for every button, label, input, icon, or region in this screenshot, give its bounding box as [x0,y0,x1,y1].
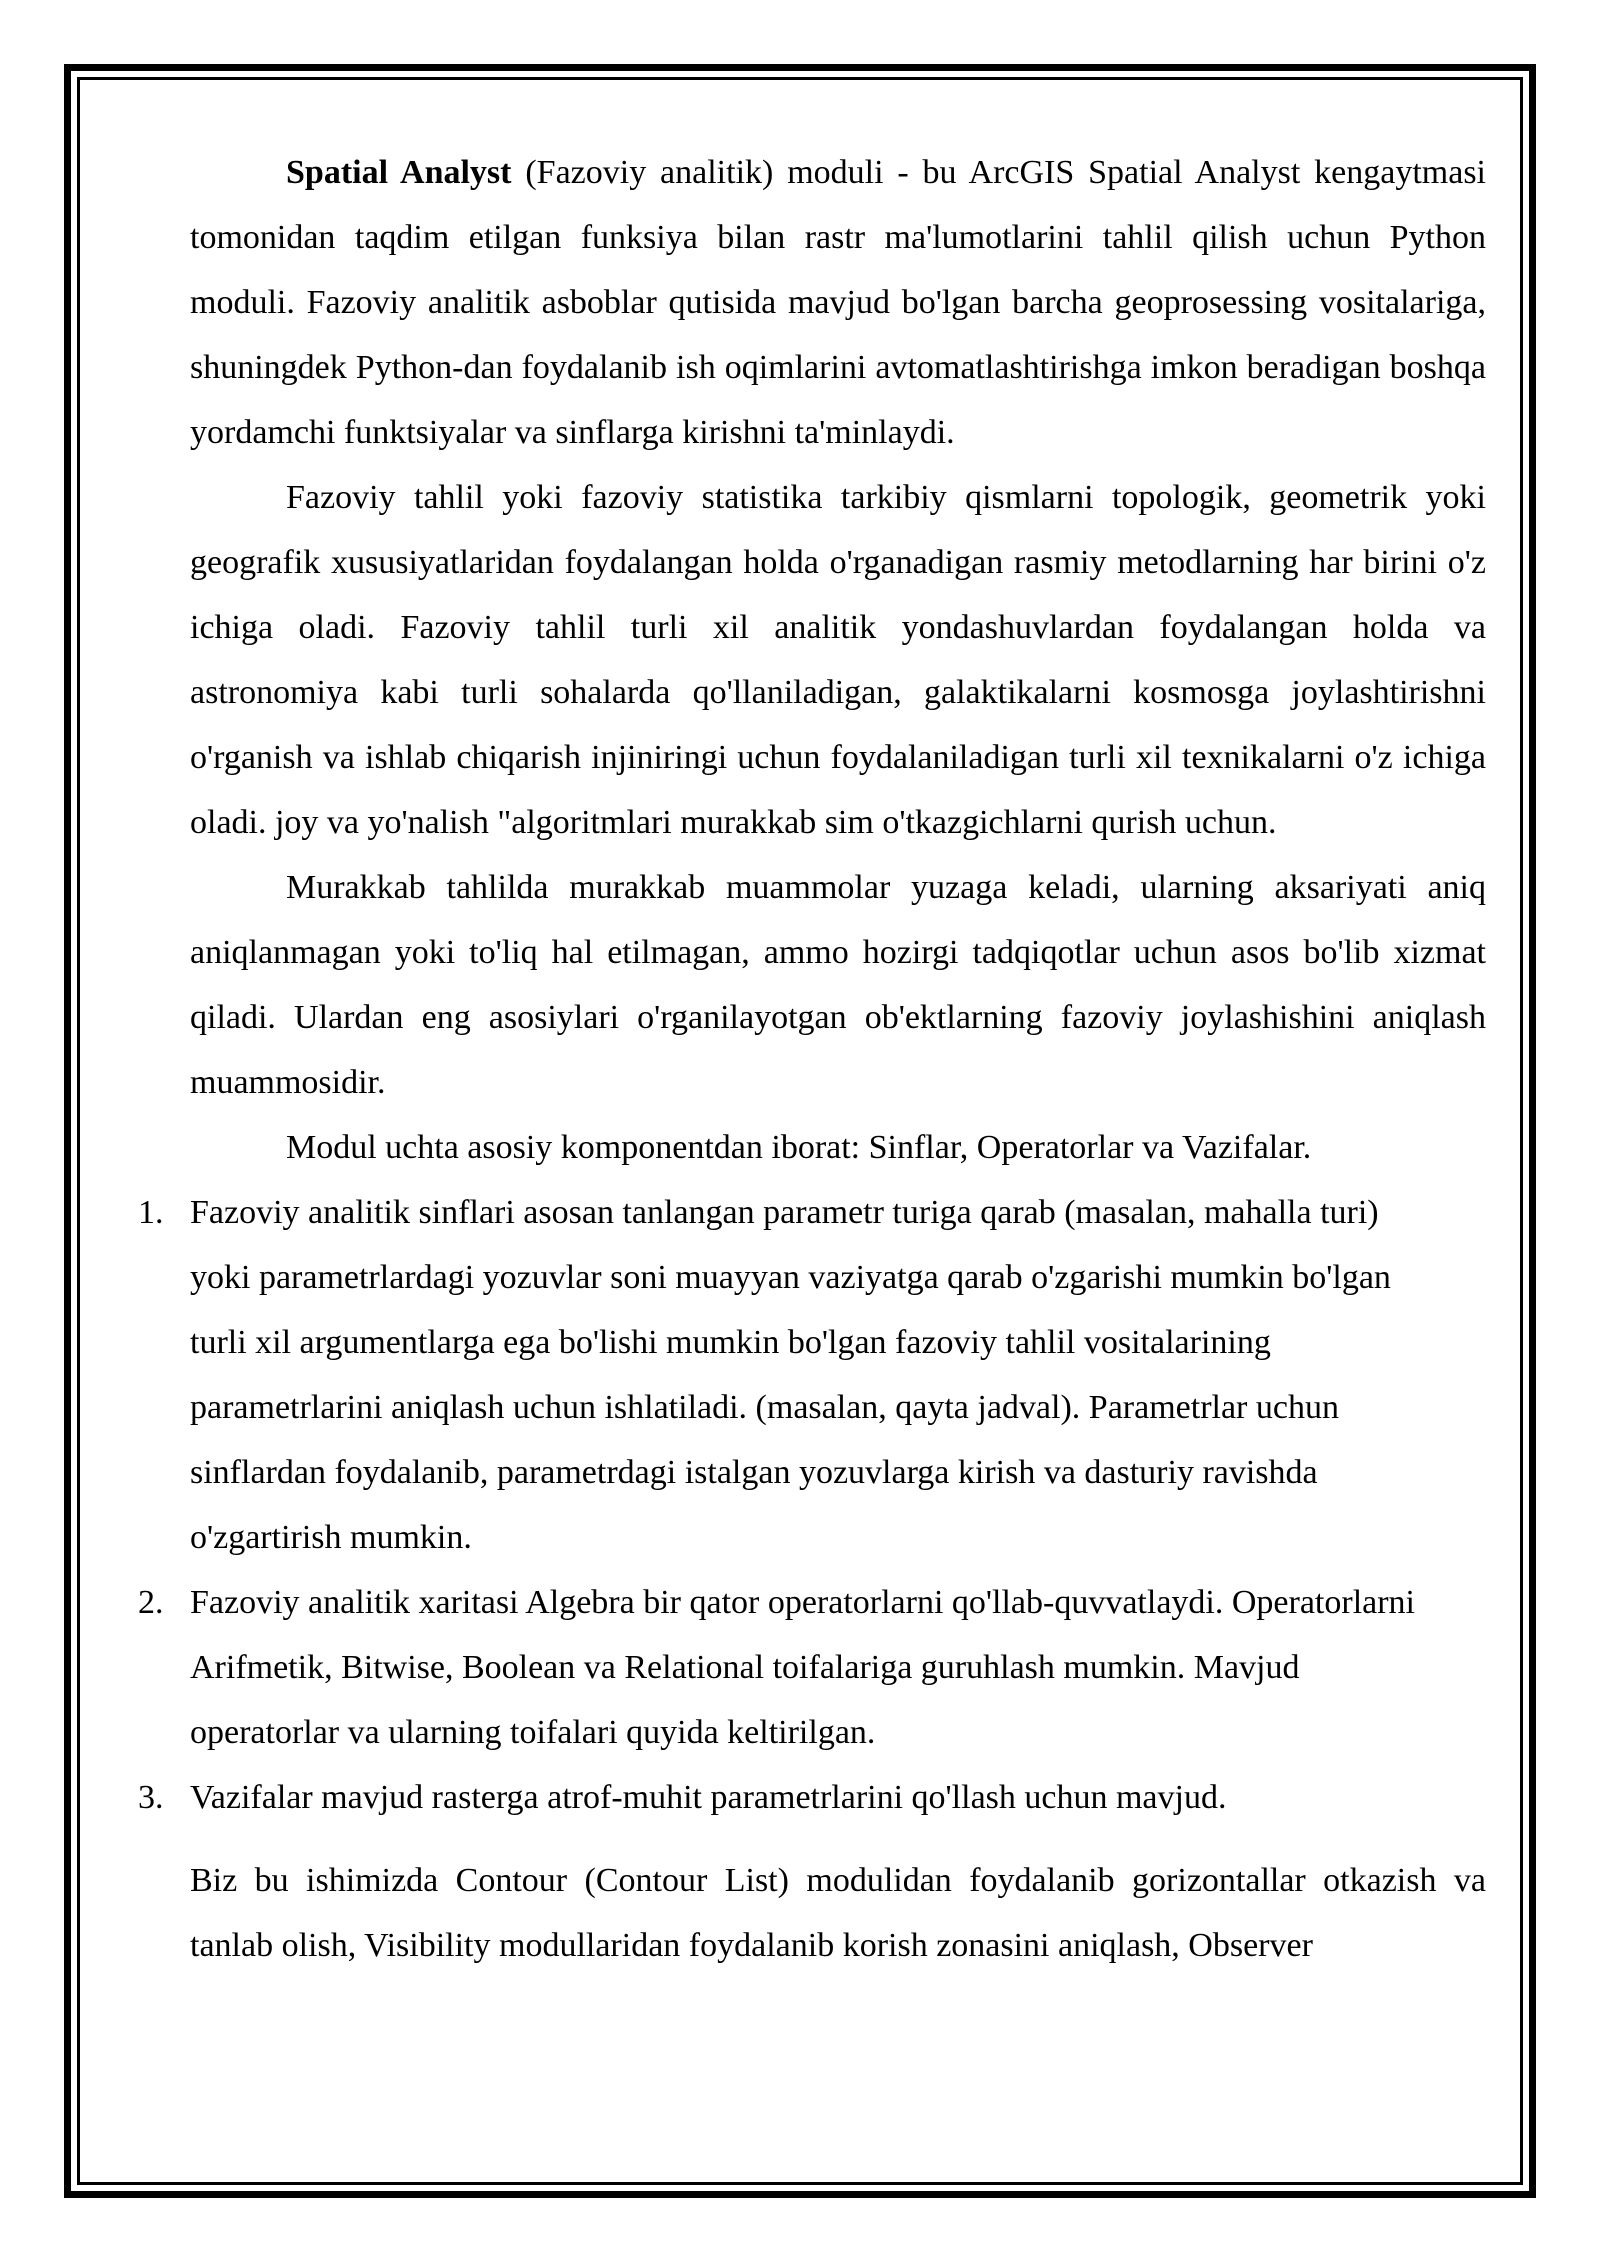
paragraph-text: Modul uchta asosiy komponentdan iborat: Sinflar, Operatorlar va Vazifalar. [286,1129,1312,1166]
paragraph-spatial-analysis [190,465,1486,855]
paragraph-text: Murakkab tahlilda murakkab muammolar yuzaga keladi, ularning aksariyati aniq aniqlanmagan yoki to'liq hal etilmagan, ammo hozirgi tadqiqotlar uchun asos bo'lib xizmat qiladi. Ulardan eng asosiylari o'rganilayotgan ob'ektlarning fazoviy joylashishini aniqlash muammosidir. [190,869,1486,1101]
document-body [138,140,1486,1978]
list-item [138,1765,1486,1830]
list-item-text: Vazifalar mavjud rasterga atrof-muhit parametrlarini qo'llash uchun mavjud. [190,1779,1227,1816]
paragraph-spatial-analyst [190,140,1486,465]
paragraph-text: Fazoviy tahlil yoki fazoviy statistika tarkibiy qismlarni topologik, geometrik yoki geografik xususiyatlaridan foydalangan holda o'rganadigan rasmiy metodlarning har birini o'z ichiga oladi. Fazoviy tahlil turli xil analitik yondashuvlardan foydalangan holda va astronomiya kabi turli sohalarda qo'llaniladigan, galaktikalarni kosmosga joylashtirishni o'rganish va ishlab chiqarish injiniringi uchun foydalaniladigan turli xil texnikalarni o'z ichiga oladi. joy va yo'nalish "algoritmlari murakkab sim o'tkazgichlarni qurish uchun. [190,479,1486,841]
list-number: 3. [138,1779,164,1816]
list-number: 2. [138,1584,164,1621]
list-item-text: Fazoviy analitik sinflari asosan tanlangan parametr turiga qarab (masalan, mahalla turi) yoki parametrlardagi yozuvlar soni muayyan vaziyatga qarab o'zgarishi mumkin bo'lgan turli xil argumentlarga ega bo'lishi mumkin bo'lgan fazoviy tahlil vositalarining parametrlarini aniqlash uchun ishlatiladi. (masalan, qayta jadval). Parametrlar uchun sinflardan foydalanib, parametrdagi istalgan yozuvlarga kirish va dasturiy ravishda o'zgartirish mumkin. [190,1194,1391,1556]
list-item [138,1180,1486,1570]
list-number: 1. [138,1194,164,1231]
list-item-text: Fazoviy analitik xaritasi Algebra bir qator operatorlarni qo'llab-quvvatlaydi. Operatorlarni Arifmetik, Bitwise, Boolean va Relational toifalariga guruhlash mumkin. Mavjud operatorlar va ularning toifalari quyida keltirilgan. [190,1584,1415,1751]
paragraph-complex-analysis [190,855,1486,1115]
list-item [138,1570,1486,1765]
paragraph-module-components [190,1115,1486,1180]
paragraph-bold-lead: Spatial Analyst [286,154,512,191]
components-list [138,1180,1486,1830]
paragraph-contour-module: Biz bu ishimizda Contour (Contour List) modulidan foydalanib gorizontallar otkazish va tanlab olish, Visibility modullaridan foydalanib korish zonasini aniqlash, Observer [190,1862,1486,1964]
paragraph-text: (Fazoviy analitik) moduli - bu ArcGIS Spatial Analyst kengaytmasi tomonidan taqdim etilgan funksiya bilan rastr ma'lumotlarini tahlil qilish uchun Python moduli. Fazoviy analitik asboblar qutisida mavjud bo'lgan barcha geoprosessing vositalariga, shuningdek Python-dan foydalanib ish oqimlarini avtomatlashtirishga imkon beradigan boshqa yordamchi funktsiyalar va sinflarga kirishni ta'minlaydi. [190,154,1486,451]
